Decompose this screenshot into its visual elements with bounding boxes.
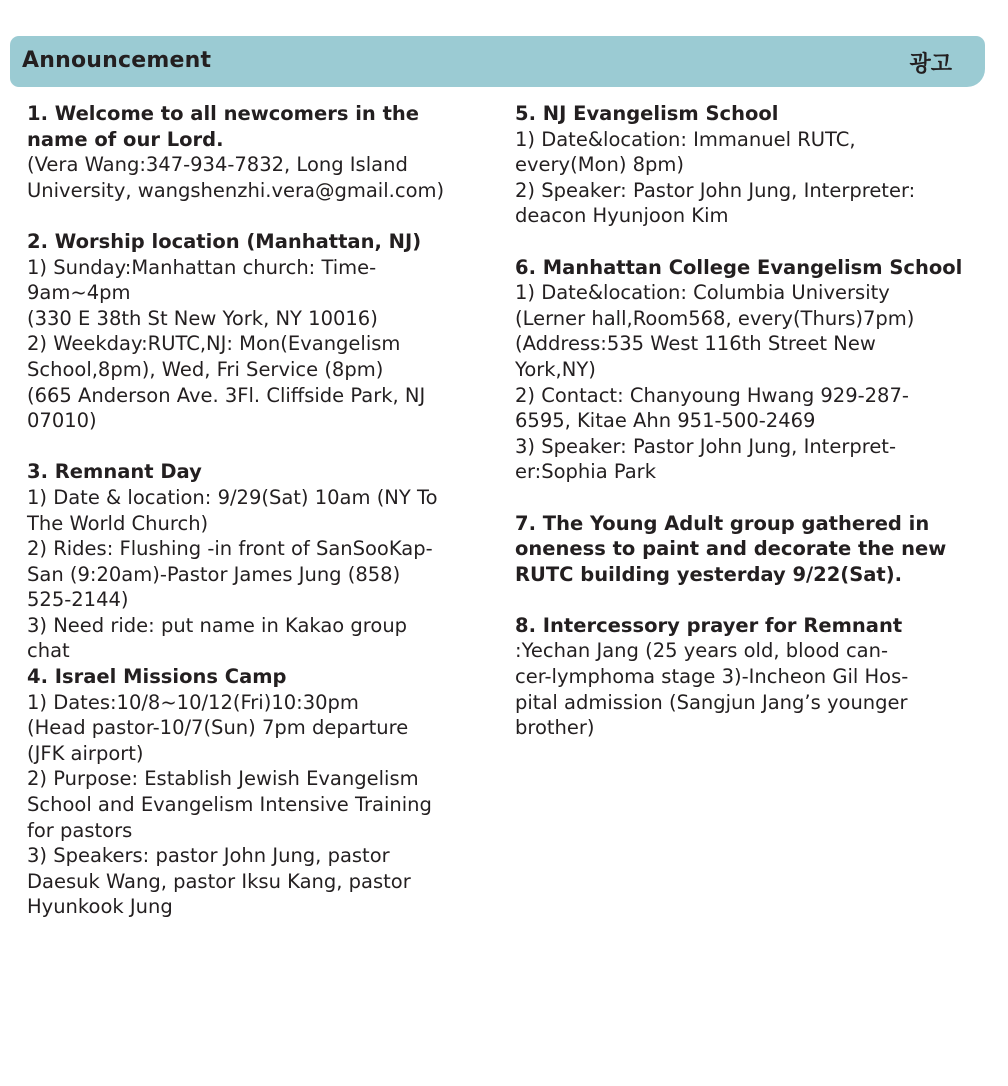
item-line: (Vera Wang:347-934-7832, Long Island University, wangshenzhi.vera@gmail.com): [27, 153, 445, 202]
item-line: 2) Speaker: Pastor John Jung, Interpreter: deacon Hyunjoon Kim: [515, 178, 916, 228]
item-line: (665 Anderson Ave. 3Fl. Cliffside Park, NJ 07010): [27, 383, 426, 433]
announcement-item-3: [27, 459, 475, 664]
item-line: 3) Speakers: pastor John Jung, pastor Daesuk Wang, pastor Iksu Kang, pastor Hyunkook Jung: [27, 844, 411, 919]
announcement-header: [10, 36, 985, 87]
item-line: 2) Purpose: Establish Jewish Evangelism School and Evangelism Intensive Training for pastors: [27, 767, 432, 842]
item-line: 1) Date&location: Immanuel RUTC, every(Mon) 8pm): [515, 127, 856, 177]
item-title: 5. NJ Evangelism School: [515, 102, 779, 125]
item-title: 3. Remnant Day: [27, 460, 202, 484]
announcement-item-8: [515, 613, 965, 741]
section-title-korean: 광고: [909, 52, 952, 77]
announcement-item-6: [515, 255, 965, 485]
item-title: 7. The Young Adult group gathered in oneness to paint and decorate the new RUTC building yesterday 9/22(Sat).: [515, 511, 947, 586]
item-title: 1. Welcome to all newcomers in the name of our Lord.: [27, 102, 420, 151]
item-title: 8. Intercessory prayer for Remnant: [515, 613, 903, 637]
item-line: 2) Contact: Chanyoung Hwang 929-287- 6595, Kitae Ahn 951-500-2469: [515, 383, 909, 433]
announcement-item-1: [27, 101, 475, 203]
item-line: 1) Dates:10/8~10/12(Fri)10:30pm: [27, 690, 359, 714]
item-line: 3) Need ride: put name in Kakao group chat: [27, 613, 408, 663]
item-line: 2) Weekday:RUTC,NJ: Mon(Evangelism School,8pm), Wed, Fri Service (8pm): [27, 332, 401, 381]
item-line: (330 E 38th St New York, NY 10016): [27, 306, 378, 330]
section-title: Announcement: [22, 48, 212, 73]
item-line: (Address:535 West 116th Street New York,NY): [515, 332, 876, 381]
item-title: 4. Israel Missions Camp: [27, 665, 287, 689]
left-column: [27, 101, 475, 946]
announcement-item-7: [515, 511, 965, 588]
item-line: 1) Date&location: Columbia University (Lerner hall,Room568, every(Thurs)7pm): [515, 281, 915, 330]
announcement-item-5: [515, 101, 965, 229]
item-line: (Head pastor-10/7(Sun) 7pm departure (JFK airport): [27, 716, 409, 765]
item-line: 1) Date & location: 9/29(Sat) 10am (NY To The World Church): [27, 485, 438, 535]
announcement-item-4: [27, 664, 475, 920]
item-line: :Yechan Jang (25 years old, blood can- cer-lymphoma stage 3)-Incheon Gil Hos- pital admission (Sangjun Jang’s younger brother): [515, 639, 909, 740]
right-column: [515, 101, 965, 766]
item-line: 3) Speaker: Pastor John Jung, Interpret- er:Sophia Park: [515, 434, 896, 484]
item-title: 6. Manhattan College Evangelism School: [515, 255, 963, 279]
item-line: 2) Rides: Flushing -in front of SanSooKap- San (9:20am)-Pastor James Jung (858) 525-2144): [27, 537, 433, 612]
announcement-item-2: [27, 229, 475, 434]
item-line: 1) Sunday:Manhattan church: Time- 9am~4pm: [27, 255, 377, 305]
item-title: 2. Worship location (Manhattan, NJ): [27, 229, 422, 253]
